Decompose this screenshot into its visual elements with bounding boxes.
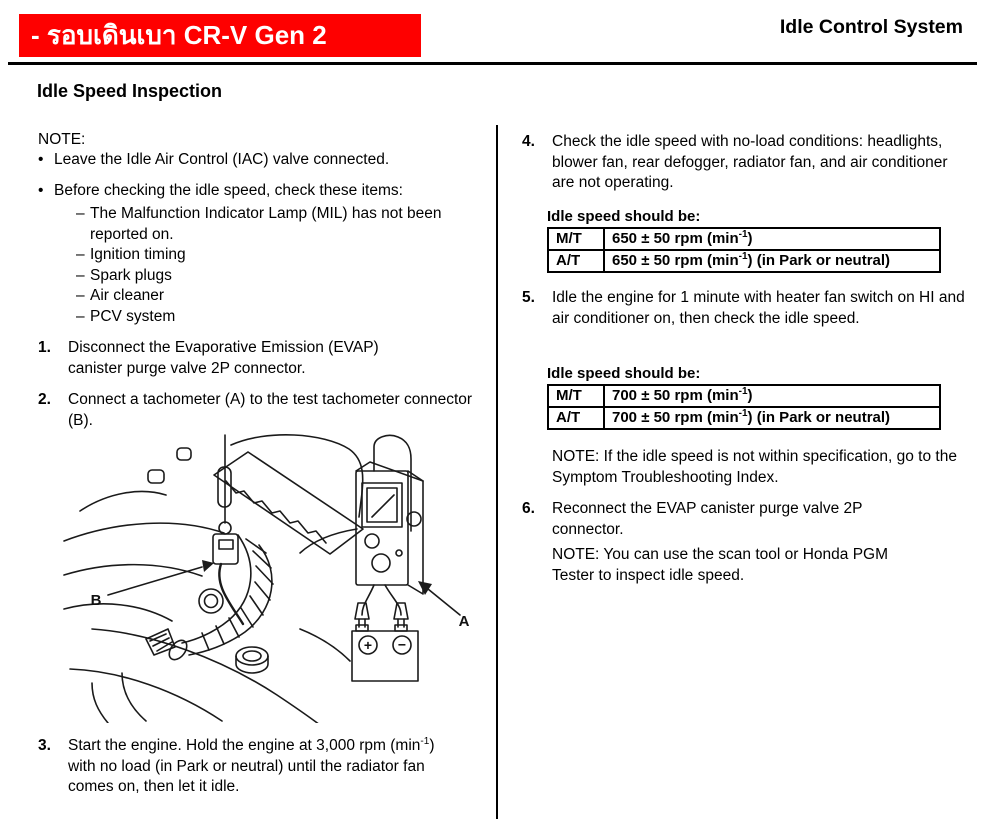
step-5: [522, 288, 966, 329]
spec-cell: 650 ± 50 rpm $(\min^{-1})$: [604, 228, 940, 250]
dash-icon: –: [76, 287, 85, 304]
dash-icon: –: [76, 307, 85, 325]
note-bullet: [38, 150, 389, 171]
step-text: Reconnect the EVAP canister purge valve 2P connector.: [552, 500, 863, 538]
engine-bay-line-art: [64, 435, 460, 723]
step-text: Disconnect the Evaporative Emission (EVAP) canister purge valve 2P connector.: [68, 339, 379, 377]
superscript: -1: [738, 386, 748, 397]
note-bullet-text: Before checking the idle speed, check these items:: [54, 182, 403, 199]
dash-icon: –: [76, 246, 85, 263]
battery-negative-icon: −: [397, 636, 407, 653]
step-2: [38, 390, 480, 431]
table-row: [548, 407, 940, 429]
step-number: 6.: [522, 500, 535, 517]
arrowhead-b-icon: [202, 560, 214, 572]
step-number: 3.: [38, 737, 51, 754]
step-number: 1.: [38, 339, 51, 356]
note-specification: NOTE: If the idle speed is not within specification, go to the Symptom Troubleshooting Index.: [552, 448, 957, 486]
bullet-icon: •: [38, 182, 44, 199]
step-number: 2.: [38, 391, 51, 408]
spec-cell: 650 ± 50 rpm $(\min^{-1})$ (in Park or neutral): [604, 250, 940, 272]
figure-labels: [91, 592, 470, 653]
note-bullet: [38, 181, 403, 202]
spec-cell: 700 ± 50 rpm $(\min^{-1})$: [604, 385, 940, 407]
check-item-text: Spark plugs: [90, 266, 172, 284]
transmission-cell: M/T: [548, 385, 604, 407]
superscript: -1: [738, 229, 748, 240]
transmission-cell: A/T: [548, 407, 604, 429]
check-item-text: PCV system: [90, 307, 176, 325]
check-item-text: Ignition timing: [90, 246, 186, 263]
step-text: Idle the engine for 1 minute with heater fan switch on HI and air conditioner on, then check the idle speed.: [552, 289, 965, 327]
step-text: Check the idle speed with no-load conditions: headlights, blower fan, rear defogger, radiator fan, and air conditioner are not operating.: [552, 133, 948, 191]
column-divider: [496, 125, 498, 819]
check-item: [76, 286, 462, 307]
figure-label-a: A: [458, 613, 470, 630]
table-caption: Idle speed should be:: [547, 208, 701, 225]
table-caption: Idle speed should be:: [547, 365, 701, 382]
check-item-text: Air cleaner: [90, 287, 165, 304]
step-4: [522, 132, 966, 194]
header-banner: [19, 14, 421, 57]
superscript: -1: [738, 408, 748, 419]
note-bullet-text: Leave the Idle Air Control (IAC) valve connected.: [54, 151, 390, 168]
check-item-text: The Malfunction Indicator Lamp (MIL) has not been reported on.: [90, 205, 442, 243]
page-title: Idle Control System: [779, 16, 963, 38]
note-label: NOTE:: [38, 131, 86, 148]
table-row: [548, 228, 940, 250]
step-1: [38, 338, 426, 379]
transmission-cell: M/T: [548, 228, 604, 250]
step-number: 5.: [522, 289, 535, 306]
step-6: [522, 499, 912, 540]
tachometer-connection-figure: [62, 433, 482, 723]
step-text: Connect a tachometer (A) to the test tachometer connector (B).: [68, 391, 473, 429]
table-row: [548, 385, 940, 407]
idle-speed-table-loaded: [547, 384, 941, 430]
dash-icon: –: [76, 205, 85, 222]
header-rule: [8, 62, 977, 65]
bullet-icon: •: [38, 151, 44, 168]
section-title: Idle Speed Inspection: [37, 81, 223, 101]
step-number: 4.: [522, 133, 535, 150]
check-item: [76, 245, 462, 266]
step-3: [38, 736, 436, 798]
step-text: Start the engine. Hold the engine at 3,000 rpm $(\min^{-1})$ with no load (in Park or neutral) until the radiator fan comes on, then let it idle.: [68, 735, 435, 795]
banner-title: - รอบเดินเบา CR-V Gen 2: [31, 20, 327, 50]
check-list: [76, 204, 462, 327]
check-item: [76, 266, 462, 287]
battery-positive-icon: +: [363, 637, 373, 653]
leader-arrowheads: [202, 560, 432, 595]
superscript: -1: [738, 251, 748, 262]
table-row: [548, 250, 940, 272]
transmission-cell: A/T: [548, 250, 604, 272]
figure-label-b: B: [90, 592, 102, 609]
check-item: [76, 204, 462, 245]
idle-speed-table-no-load: [547, 227, 941, 273]
superscript: -1: [420, 735, 430, 747]
spec-cell: 700 ± 50 rpm $(\min^{-1})$ (in Park or neutral): [604, 407, 940, 429]
note-scan-tool: NOTE: You can use the scan tool or Honda PGM Tester to inspect idle speed.: [552, 546, 889, 584]
check-item: [76, 307, 462, 328]
dash-icon: –: [76, 266, 85, 284]
